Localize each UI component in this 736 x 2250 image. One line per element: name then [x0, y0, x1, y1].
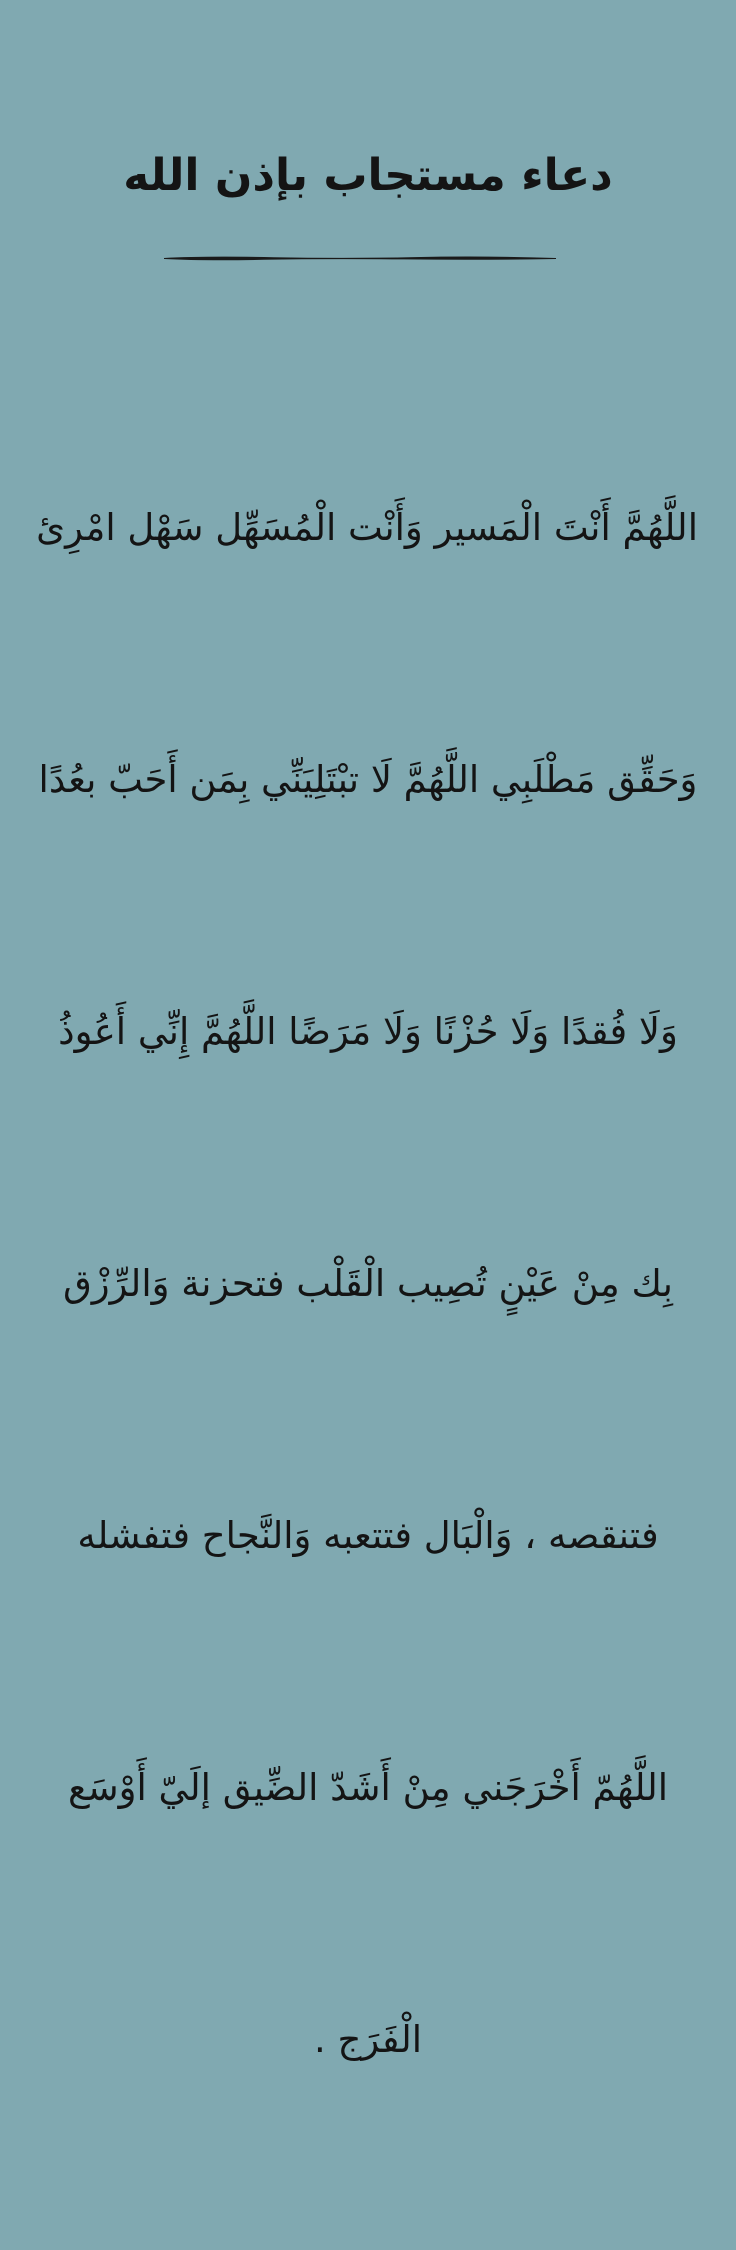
dua-line-7: الْفَرَج . [313, 2018, 423, 2061]
dua-text [38, 318, 698, 2250]
dua-line-6: اللَّهُمّ أَخْرَجَني مِنْ أَشَدّ الضِّيق إلَيّ أَوْسَع [67, 1766, 669, 1809]
page-title: دعاء مستجاب بإذن الله [123, 150, 613, 201]
title-divider [164, 255, 556, 261]
dua-line-4: بِك مِنْ عَيْنٍ تُصِيب الْقَلْب فتحزنة وَالرِّزْق [63, 1262, 673, 1305]
dua-line-5: فتنقصه ، وَالْبَال فتتعبه وَالنَّجاح فتفشله [77, 1514, 659, 1557]
dua-line-3: وَلَا فُقدًا وَلَا حُزْنًا وَلَا مَرَضًا اللَّهُمَّ إِنِّي أَعُوذُ [58, 1010, 678, 1053]
dua-line-2: وَحَقِّق مَطْلَبِي اللَّهُمَّ لَا تبْتَلِيَنِّي بِمَن أَحَبّ بعُدًا [38, 758, 698, 801]
dua-line-1: اللَّهُمَّ أَنْتَ الْمَسير وَأَنْت الْمُسَهِّل سَهْل امْرِئ [36, 506, 698, 549]
